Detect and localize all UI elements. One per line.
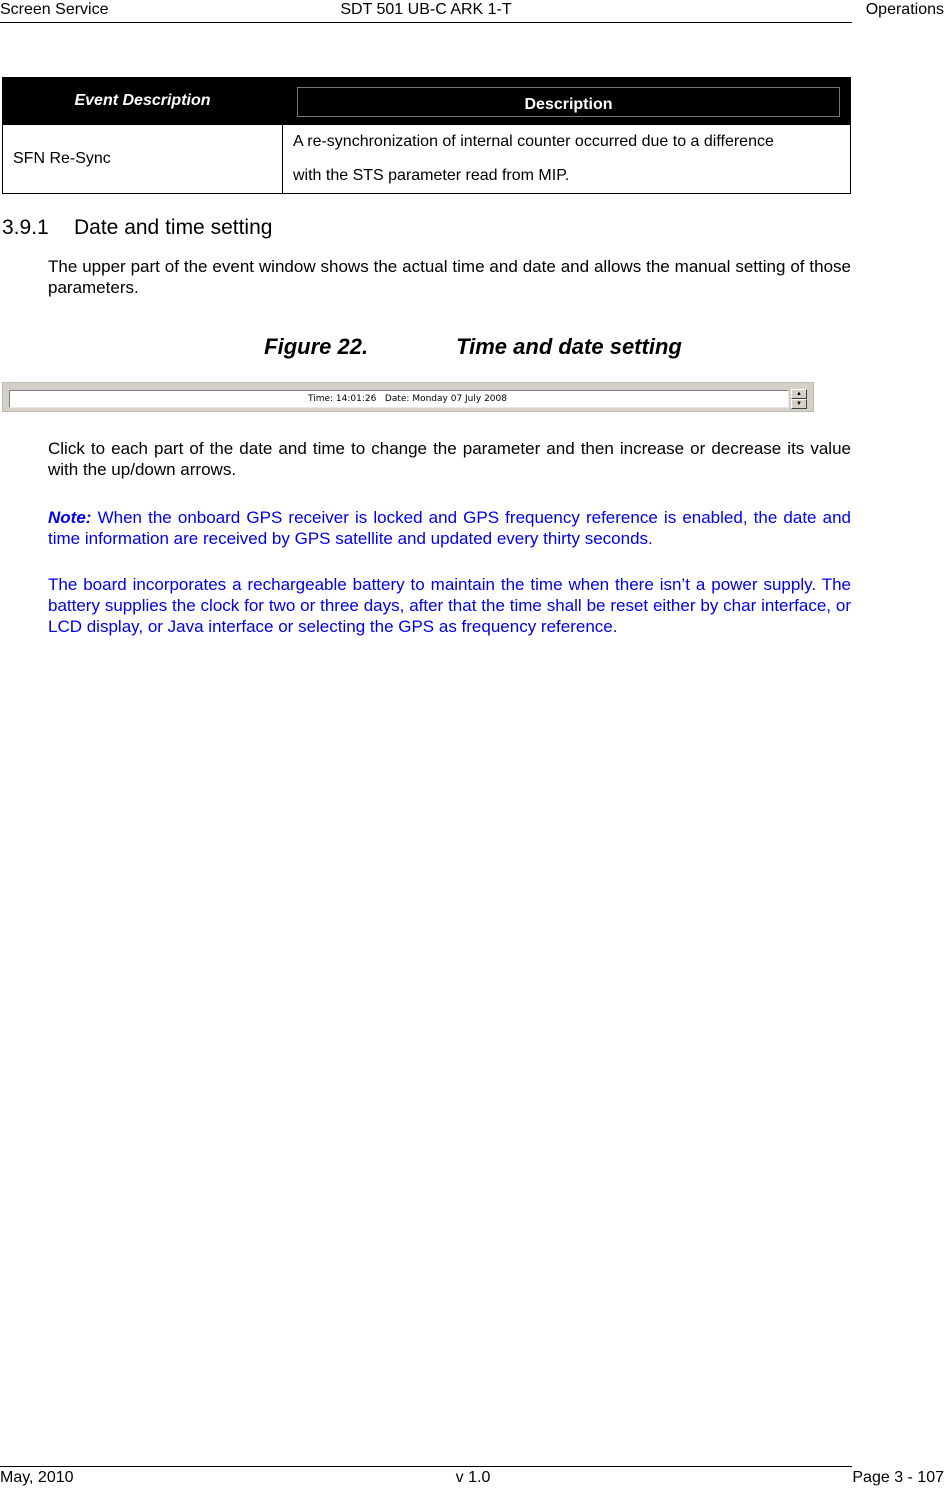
figure-label: Figure 22.: [264, 334, 369, 359]
time-date-field[interactable]: [9, 390, 789, 408]
spin-up-button[interactable]: [791, 389, 807, 399]
figure-caption: [0, 334, 946, 360]
header-rule: [0, 22, 852, 23]
time-date-widget: [2, 382, 814, 412]
column-header-description-cell: [283, 78, 851, 125]
section-heading: [2, 216, 272, 240]
footer-date: May, 2010: [0, 1469, 74, 1486]
note-paragraph: [48, 507, 851, 549]
column-header-event: Event Description: [3, 78, 283, 125]
header-section: Screen Service: [0, 1, 109, 18]
event-table: [2, 77, 851, 194]
footer-rule: [0, 1466, 852, 1467]
section-title: Date and time setting: [74, 216, 273, 239]
note-text: When the onboard GPS receiver is locked and GPS frequency reference is enabled, the date and time information are received by GPS satellite and updated every thirty seconds.: [48, 508, 851, 548]
section-number: 3.9.1: [2, 216, 49, 239]
arrow-down-icon: ▼: [796, 401, 802, 407]
header-chapter: Operations: [865, 1, 944, 18]
intro-paragraph: The upper part of the event window shows the actual time and date and allows the manual setting of those parameters.: [48, 257, 851, 297]
note-label: Note:: [48, 508, 92, 527]
spin-down-button[interactable]: [791, 399, 807, 409]
time-date-text: Time: 14:01:26 Date: Monday 07 July 2008: [308, 394, 507, 404]
event-description-line-2: with the STS parameter read from MIP.: [293, 167, 570, 184]
header-document-title: SDT 501 UB-C ARK 1-T: [340, 1, 512, 18]
column-header-description: Description: [297, 87, 840, 117]
table-row: [3, 125, 851, 194]
footer-page-number: Page 3 - 107: [852, 1469, 944, 1486]
footer-version: v 1.0: [455, 1469, 491, 1486]
event-description-line-1: A re-synchronization of internal counter occurred due to a difference: [293, 133, 774, 150]
time-date-spinner: [791, 389, 807, 409]
battery-paragraph: The board incorporates a rechargeable battery to maintain the time when there isn’t a power supply. The battery supplies the clock for two or three days, after that the time shall be reset either by char interface, or LCD display, or Java interface or selecting the GPS as frequency reference.: [48, 575, 851, 636]
event-name-cell: SFN Re-Sync: [3, 125, 283, 194]
instruction-paragraph: Click to each part of the date and time to change the parameter and then increase or decrease its value with the up/down arrows.: [48, 439, 851, 479]
arrow-up-icon: ▲: [796, 391, 802, 397]
figure-title: Time and date setting: [456, 334, 682, 359]
event-description-cell: [283, 125, 851, 194]
table-header-row: [3, 78, 851, 125]
